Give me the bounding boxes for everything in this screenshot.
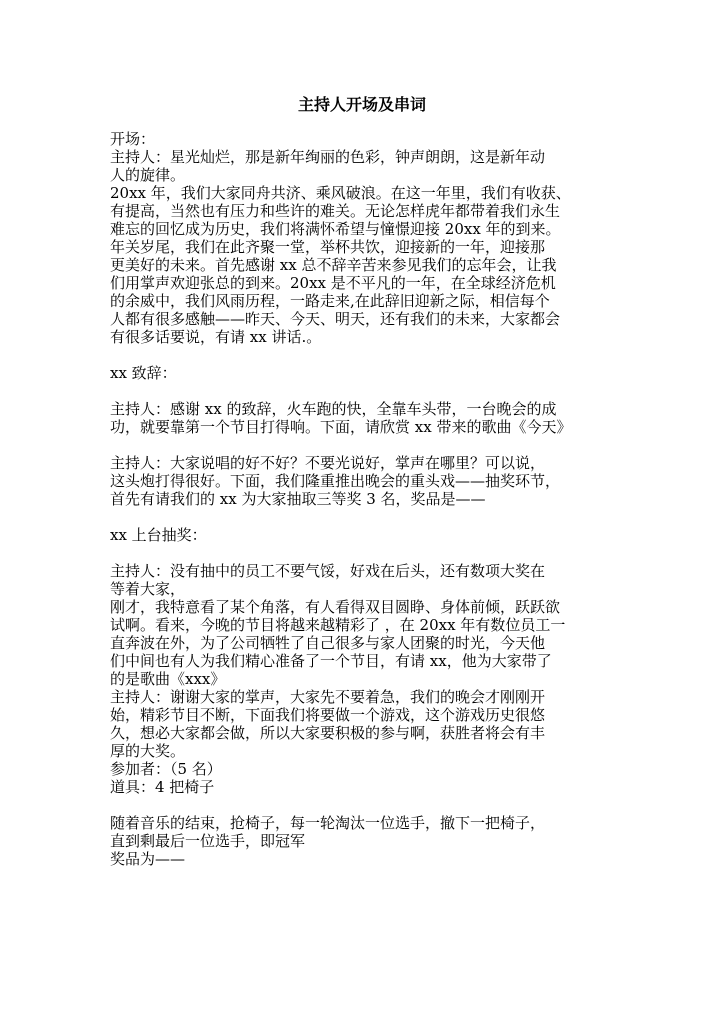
text-line: 久，想必大家都会做，所以大家要积极的参与啊，获胜者将会有丰 <box>110 724 546 742</box>
blank-line <box>110 796 614 814</box>
text-line: 道具：4 把椅子 <box>110 778 215 796</box>
blank-line <box>110 544 614 562</box>
blank-line <box>110 436 614 454</box>
text-line: 们中间也有人为我们精心准备了一个节目，有请 xx，他为大家带了 <box>110 652 552 670</box>
text-line: 厚的大奖。 <box>110 742 186 760</box>
text-line: 主持人：感谢 xx 的致辞，火车跑的快，全靠车头带，一台晚会的成 <box>110 400 557 418</box>
text-line: 主持人：谢谢大家的掌声，大家先不要着急，我们的晚会才刚刚开 <box>110 688 546 706</box>
text-line: 始，精彩节目不断，下面我们将要做一个游戏，这个游戏历史很悠 <box>110 706 546 724</box>
blank-line <box>110 508 614 526</box>
text-line: 人都有很多感触——昨天、今天、明天，还有我们的未来，大家都会 <box>110 310 561 328</box>
document-title: 主持人开场及串词 <box>297 95 426 114</box>
text-line: 功，就要靠第一个节目打得响。下面，请欣赏 xx 带来的歌曲《今天》 <box>110 418 572 436</box>
text-line: 年关岁尾，我们在此齐聚一堂，举杯共饮，迎接新的一年，迎接那 <box>110 238 546 256</box>
text-line: xx 致辞： <box>110 364 177 382</box>
document-body <box>110 130 614 868</box>
text-line: xx 上台抽奖： <box>110 526 207 544</box>
text-line: 有提高，当然也有压力和些许的难关。无论怎样虎年都带着我们永生 <box>110 202 561 220</box>
blank-line <box>110 382 614 400</box>
text-line: 这头炮打得很好。下面，我们隆重推出晚会的重头戏——抽奖环节， <box>110 472 561 490</box>
text-line: 直到剩最后一位选手，即冠军 <box>110 832 306 850</box>
text-line: 主持人：星光灿烂，那是新年绚丽的色彩，钟声朗朗，这是新年动 <box>110 148 546 166</box>
text-line: 等着大家， <box>110 580 186 598</box>
text-line: 主持人：大家说唱的好不好？不要光说好，掌声在哪里？可以说， <box>110 454 546 472</box>
text-line: 随着音乐的结束，抢椅子，每一轮淘汰一位选手，撤下一把椅子， <box>110 814 546 832</box>
text-line: 刚才，我特意看了某个角落，有人看得双目圆睁、身体前倾，跃跃欲 <box>110 598 561 616</box>
text-line: 人的旋律。 <box>110 166 186 184</box>
text-line: 有很多话要说，有请 xx 讲话.。 <box>110 328 322 346</box>
text-line: 开场： <box>110 130 156 148</box>
text-line: 难忘的回忆成为历史，我们将满怀希望与憧憬迎接 20xx 年的到来。 <box>110 220 561 238</box>
text-line: 试啊。看来，今晚的节目将越来越精彩了 ，在 20xx 年有数位员工一 <box>110 616 566 634</box>
text-line: 20xx 年，我们大家同舟共济、乘风破浪。在这一年里，我们有收获、 <box>110 184 571 202</box>
text-line: 参加者：（5 名） <box>110 760 222 778</box>
text-line: 主持人：没有抽中的员工不要气馁，好戏在后头，还有数项大奖在 <box>110 562 546 580</box>
text-line: 首先有请我们的 xx 为大家抽取三等奖 3 名，奖品是—— <box>110 490 486 508</box>
text-line: 更美好的未来。首先感谢 xx 总不辞辛苦来参见我们的忘年会，让我 <box>110 256 557 274</box>
blank-line <box>110 346 614 364</box>
text-line: 的是歌曲《xxx》 <box>110 670 226 688</box>
text-line: 奖品为—— <box>110 850 186 868</box>
text-line: 们用掌声欢迎张总的到来。20xx 是不平凡的一年，在全球经济危机 <box>110 274 556 292</box>
text-line: 直奔波在外，为了公司牺牲了自己很多与家人团聚的时光，今天他 <box>110 634 546 652</box>
text-line: 的余威中，我们风雨历程，一路走来,在此辞旧迎新之际，相信每个 <box>110 292 550 310</box>
